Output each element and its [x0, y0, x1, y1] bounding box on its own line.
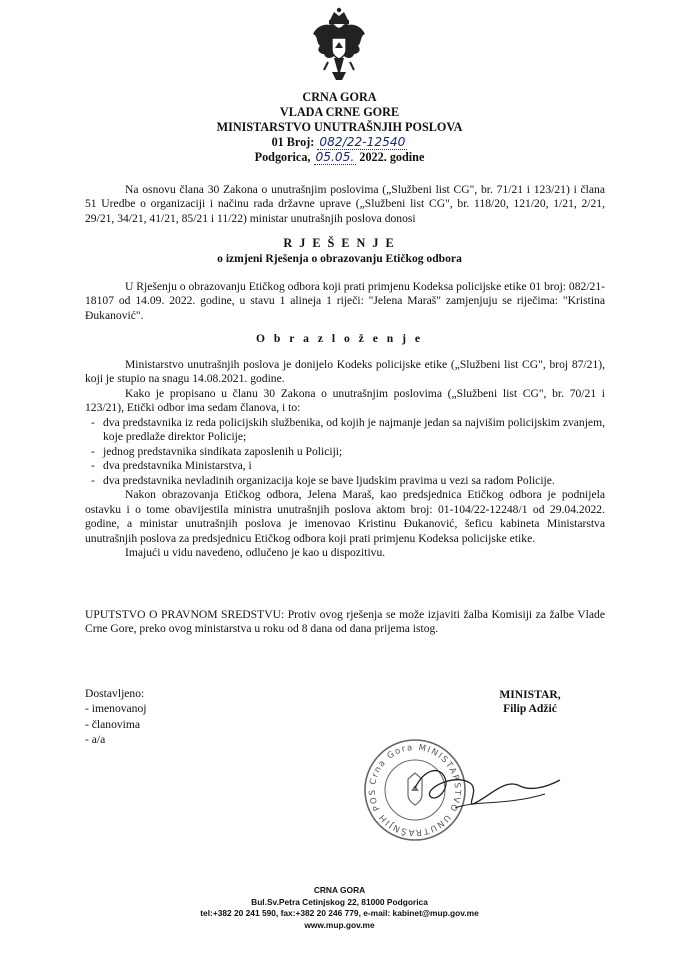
document-header: [0, 90, 679, 164]
signatory-block: [470, 688, 590, 717]
document-number: [0, 135, 679, 150]
list-item: - dva predstavnika iz reda policijskih službenika, od kojih je najmanje jedan sa najvišim policijskim zvanjem, koje predlaže direktor Policije;: [85, 416, 605, 445]
document-footer: [0, 885, 679, 931]
reasoning-paragraph-3: Nakon obrazovanja Etičkog odbora, Jelena Maraš, kao predsjednica Etičkog odbora je podnijela ostavku i o tome obavijestila ministra unutrašnjih poslova aktom broj: 01-104/22-12248/1 od 29.04.2022. godine, a ministar unutrašnjih poslova je imenovao Kristinu Đukanović, šeficu kabineta Ministarstva unutrašnjih poslova za predsjednicu Etičkog odbora koji prati primjenu Kodeksa policijske etike.: [85, 488, 605, 545]
signatory-name: Filip Adžić: [503, 702, 557, 716]
government-name: VLADA CRNE GORE: [279, 104, 400, 119]
year-label: 2022. godine: [359, 149, 425, 164]
distribution-item: - a/a: [85, 732, 106, 746]
coat-of-arms-icon: [310, 6, 368, 86]
distribution-item: - imenovanoj: [85, 702, 147, 716]
preamble-paragraph: Na osnovu člana 30 Zakona o unutrašnjim poslovima („Službeni list CG", br. 71/21 i 123/21) i člana 51 Uredbe o organizaciji i načinu rada državne uprave („Službeni list CG", br. 118/20, 121/20, 1/21, 2/21, 29/21, 34/21, 41/21, 85/21 i 11/22) ministar unutrašnjih poslova donosi: [85, 183, 605, 225]
decision-title: R J E Š E N J E: [283, 236, 396, 250]
signature-icon: [395, 748, 565, 828]
distribution-item: - članovima: [85, 717, 141, 731]
date-handwritten: 05.05.: [315, 149, 355, 164]
reasoning-title: O b r a z l o ž e n j e: [256, 332, 423, 345]
footer-address: Bul.Sv.Petra Cetinjskog 22, 81000 Podgorica: [251, 896, 428, 907]
footer-website: www.mup.gov.me: [304, 919, 375, 930]
number-label: 01 Broj:: [271, 134, 315, 149]
distribution-list: [85, 686, 285, 747]
footer-country: CRNA GORA: [313, 885, 366, 895]
svg-text:Crna Gora MINISTARSTVO UNUTRAŠ: Crna Gora MINISTARSTVO UNUTRAŠNJIH POS: [367, 742, 463, 838]
place-label: Podgorica,: [254, 149, 311, 164]
number-value: 082/22-12540: [319, 134, 406, 149]
members-list: [85, 416, 605, 488]
list-item: - dva predstavnika Ministarstva, i: [85, 459, 605, 473]
reasoning-paragraph-4: Imajući u vidu navedeno, odlučeno je kao u dispozitivu.: [125, 546, 386, 560]
ministry-name: MINISTARSTVO UNUTRAŠNJIH POSLOVA: [216, 119, 463, 134]
list-item: - dva predstavnika nevladinih organizacija koje se bave ljudskim pravima u vezi sa radom Policije.: [85, 474, 605, 488]
distribution-label: Dostavljeno:: [85, 687, 145, 700]
legal-remedy-paragraph: UPUTSTVO O PRAVNOM SREDSTVU: Protiv ovog rješenja se može izjaviti žalba Komisiji za žalbe Vlade Crne Gore, preko ovog ministarstva u roku od 8 dana od dana prijema istog.: [85, 608, 605, 636]
country-name: CRNA GORA: [302, 90, 377, 104]
list-item: - jednog predstavnika sindikata zaposlenih u Policiji;: [85, 445, 605, 459]
signatory-title: MINISTAR,: [499, 688, 561, 701]
reasoning-body: [85, 358, 605, 561]
decision-paragraph: U Rješenju o obrazovanju Etičkog odbora koji prati primjenu Kodeksa policijske etike 01 broj: 082/21-18107 od 14.09. 2022. godine, u stavu 1 alineja 1 riječi: "Jelena Maraš" zamjenjuju se riječima: "Kristina Đukanović".: [85, 280, 605, 322]
footer-contact: tel:+382 20 241 590, fax:+382 20 246 779, e-mail: kabinet@mup.gov.me: [200, 908, 479, 919]
reasoning-paragraph-2: Kako je propisano u članu 30 Zakona o unutrašnjim poslovima („Službeni list CG", br. 70/21 i 123/21), Etički odbor ima sedam članova, i to:: [85, 386, 605, 415]
document-date: [0, 150, 679, 165]
reasoning-paragraph-1: Ministarstvo unutrašnjih poslova je donijelo Kodeks policijske etike („Službeni list CG", broj 87/21), koji je stupio na snagu 14.08.2021. godine.: [85, 358, 605, 386]
decision-subtitle: o izmjeni Rješenja o obrazovanju Etičkog odbora: [217, 252, 462, 265]
